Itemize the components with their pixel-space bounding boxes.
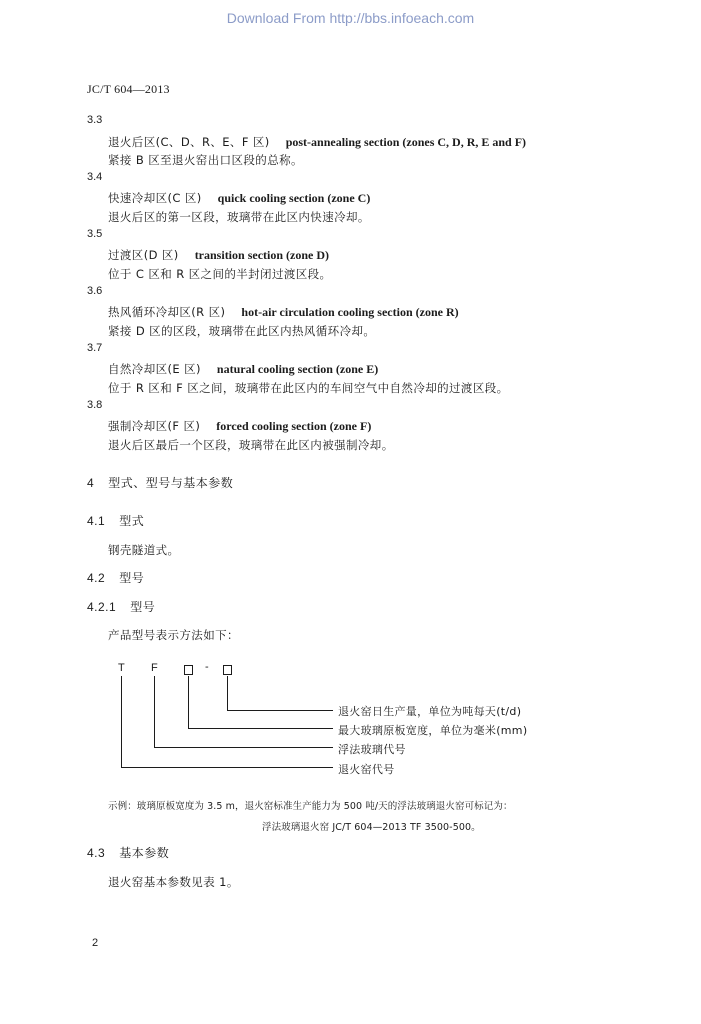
term-line <box>108 304 459 320</box>
section-number: 4.1 <box>87 514 106 528</box>
diagram-label: 最大玻璃原板宽度，单位为毫米(mm) <box>338 724 528 737</box>
term-zh: 自然冷却区(E 区) <box>108 362 201 376</box>
diagram-label: 退火窑日生产量，单位为吨每天(t/d) <box>338 705 522 718</box>
section-title: 型式、型号与基本参数 <box>108 476 234 490</box>
leader-line <box>227 710 333 711</box>
diagram-label: 浮法玻璃代号 <box>338 743 406 756</box>
section-title: 基本参数 <box>119 846 170 860</box>
section-title: 型式 <box>119 514 145 528</box>
term-zh: 快速冷却区(C 区) <box>108 191 202 205</box>
clause-number: 3.8 <box>87 399 103 411</box>
term-en: post-annealing section (zones C, D, R, E and F) <box>285 135 527 149</box>
section-number: 4 <box>87 476 95 490</box>
clause-number: 3.5 <box>87 228 103 240</box>
width-placeholder-box <box>184 665 193 675</box>
term-line <box>108 134 526 150</box>
section-4-1-text: 钢壳隧道式。 <box>108 543 180 557</box>
term-zh: 退火后区(C、D、R、E、F 区) <box>108 135 270 149</box>
leader-line <box>227 676 228 710</box>
leader-line <box>188 676 189 728</box>
section-number: 4.3 <box>87 846 106 860</box>
code-dash: - <box>205 661 209 673</box>
section-number: 4.2 <box>87 571 106 585</box>
watermark[interactable]: Download From http://bbs.infoeach.com <box>226 10 475 26</box>
clause-number: 3.6 <box>87 285 103 297</box>
section-4-2-1-heading <box>87 598 155 615</box>
term-description: 位于 R 区和 F 区之间，玻璃带在此区内的车间空气中自然冷却的过渡区段。 <box>108 381 509 395</box>
page-number: 2 <box>92 937 99 949</box>
term-en: hot-air circulation cooling section (zone R) <box>241 305 459 319</box>
term-description: 紧接 B 区至退火窑出口区段的总称。 <box>108 153 303 167</box>
leader-line <box>121 767 333 768</box>
section-4-3-text: 退火窑基本参数见表 1。 <box>108 875 239 889</box>
term-line <box>108 190 370 206</box>
term-zh: 热风循环冷却区(R 区) <box>108 305 226 319</box>
leader-line <box>121 676 122 767</box>
term-en: quick cooling section (zone C) <box>217 191 371 205</box>
term-zh: 过渡区(D 区) <box>108 248 179 262</box>
leader-line <box>154 747 333 748</box>
capacity-placeholder-box <box>223 665 232 675</box>
section-4-heading <box>87 474 233 491</box>
term-description: 紧接 D 区的区段，玻璃带在此区内热风循环冷却。 <box>108 324 376 338</box>
diagram-label: 退火窑代号 <box>338 763 395 776</box>
term-description: 退火后区的第一区段，玻璃带在此区内快速冷却。 <box>108 210 370 224</box>
clause-number: 3.7 <box>87 342 103 354</box>
code-f: F <box>151 662 158 674</box>
leader-line <box>188 728 333 729</box>
example-line-1: 示例：玻璃原板宽度为 3.5 m，退火窑标准生产能力为 500 吨/天的浮法玻璃退火窑可标记为： <box>108 801 513 812</box>
section-4-3-heading <box>87 844 169 861</box>
term-en: forced cooling section (zone F) <box>216 419 372 433</box>
term-line <box>108 418 371 434</box>
clause-number: 3.4 <box>87 171 103 183</box>
section-title: 型号 <box>130 600 156 614</box>
leader-line <box>154 676 155 747</box>
section-title: 型号 <box>119 571 145 585</box>
term-en: transition section (zone D) <box>194 248 330 262</box>
code-t: T <box>118 662 125 674</box>
section-4-2-heading <box>87 569 144 586</box>
term-zh: 强制冷却区(F 区) <box>108 419 201 433</box>
clause-number: 3.3 <box>87 114 103 126</box>
example-line-2: 浮法玻璃退火窑 JC/T 604—2013 TF 3500-500。 <box>262 822 481 833</box>
term-line <box>108 361 378 377</box>
term-line <box>108 247 329 263</box>
term-description: 位于 C 区和 R 区之间的半封闭过渡区段。 <box>108 267 332 281</box>
section-number: 4.2.1 <box>87 600 117 614</box>
document-number: JC/T 604—2013 <box>87 82 170 96</box>
section-4-2-1-text: 产品型号表示方法如下： <box>108 628 239 642</box>
section-4-1-heading <box>87 512 144 529</box>
term-description: 退火后区最后一个区段，玻璃带在此区内被强制冷却。 <box>108 438 394 452</box>
term-en: natural cooling section (zone E) <box>216 362 379 376</box>
